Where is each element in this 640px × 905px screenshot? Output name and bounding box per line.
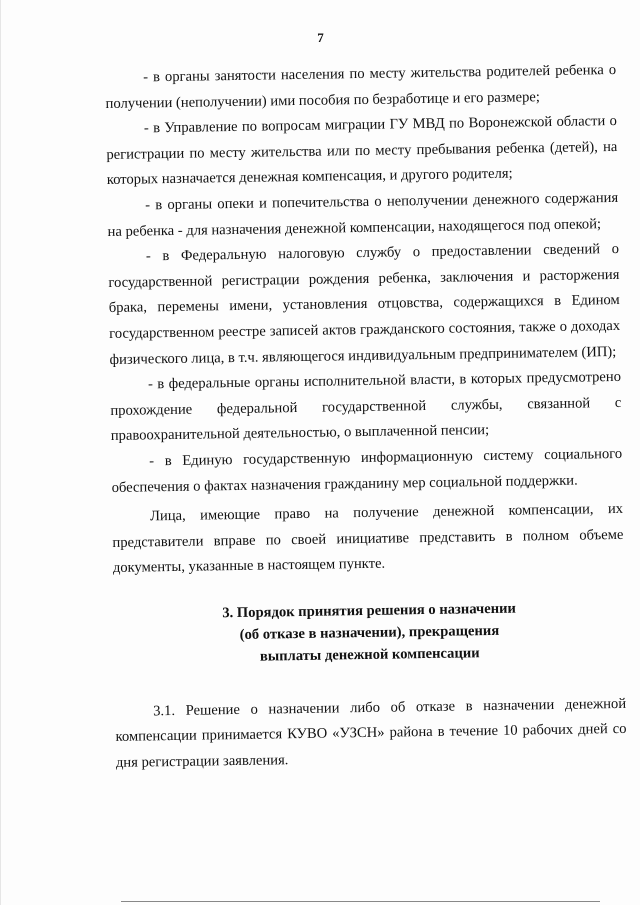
- list-item-migration-department: - в Управление по вопросам миграции ГУ МВД по Воронежской области о регистрации по месту жительства или по месту пребывания ребенка (детей), на которых назначается денежная компенсация, и другого родителя;: [106, 113, 618, 189]
- page-bottom-edge: [121, 901, 600, 902]
- page-number: 7: [317, 30, 324, 45]
- section-paragraph-3-1: 3.1. Решение о назначении либо об отказе в назначении денежной компенсации принимается КУВО «УЗСН» района в течение 10 рабочих дней со дня регистрации заявления.: [115, 695, 627, 771]
- closing-paragraph: Лица, имеющие право на получение денежной компенсации, их представители вправе по своей инициативе представить в полном объеме документы, указанные в настоящем пункте.: [112, 501, 624, 577]
- list-item-employment-agency: - в органы занятости населения по месту жительства родителей ребенка о получении (неполучении) ими пособия по безработице и его размере;: [105, 61, 617, 112]
- list-item-federal-executive-bodies: - в федеральные органы исполнительной власти, в которых предусмотрено прохождение федеральной государственной службы, связанной с правоохранительной деятельностью, о выплаченной пенсии;: [110, 369, 622, 445]
- document-body: [105, 58, 627, 777]
- list-item-tax-service: - в Федеральную налоговую службу о предоставлении сведений о государственной регистрации рождения ребенка, заключения и расторжения брака, перемены имени, установления отцовства, содержащихся в Едином государственном реестре записей актов гражданского состояния, также о доходах физического лица, в т.ч. являющегося индивидуальным предпринимателем (ИП);: [108, 241, 621, 368]
- list-item-guardianship-authority: - в органы опеки и попечительства о неполучении денежного содержания на ребенка - для назначения денежной компенсации, находящегося под опекой;: [107, 189, 619, 240]
- section-heading-line-1: 3. Порядок принятия решения о назначении: [222, 600, 517, 622]
- section-heading: [113, 596, 625, 670]
- section-heading-line-3: выплаты денежной компенсации: [259, 645, 480, 665]
- list-item-social-security-system: - в Единую государственную информационную систему социального обеспечения о фактах назначения гражданину мер социальной поддержки.: [111, 445, 623, 496]
- section-heading-line-2: (об отказе в назначении), прекращения: [239, 622, 500, 643]
